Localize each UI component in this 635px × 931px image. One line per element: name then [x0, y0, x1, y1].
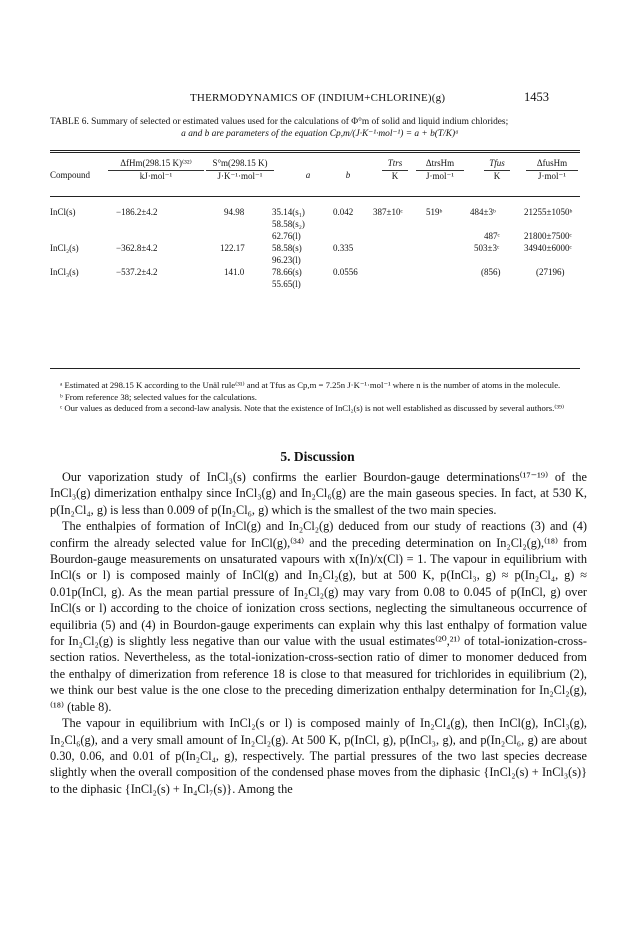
cell-compound: InCl(s) [50, 207, 76, 217]
paragraph: The enthalpies of formation of InCl(g) and In₂Cl₂(g) deduced from our study of reactions (3) and (4) confirm the already selected value for InCl(g),⁽³⁴⁾ and the preceding determination on In₂Cl₂(g),⁽¹⁸⁾ from Bourdon-gauge measurements on unsaturated vapours with x(In)/x(Cl) = 1. The vapour in equilibrium with InCl(s or l) is composed mainly of InCl(g) and In₂Cl₂(g), but at 500 K, p(InCl₃, g) ≈ p(In₂Cl₄, g) ≈ 0.01p(InCl, g). As the mean partial pressure of In₂Cl₂(g) may vary from 0.08 to 0.045 of p(InCl, g) over InCl(s or l) according to the choice of ionization cross sections, neglecting the simultaneous occurrence of equilibria (5) and (4) in Bourdon-gauge experiments can explain why this last enthalpy of formation value for In₂Cl₂(g) is slightly less negative than our value with the usual estimates⁽²⁰,²¹⁾ of total-ionization-cross-section ratios. Nevertheless, as the total-ionization-cross-section ratio of dimer to monomer deduced from the enthalpy of dimerization from reference 18 is close to that measured for trichlorides in equilibrium (2), we think our best value is the one close to the preceding dimerization enthalpy determination for In₂Cl₂(g),⁽¹⁸⁾ (table 8). [50, 519, 587, 714]
column-header-fus-enthalpy: ΔfusHm J·mol⁻¹ [526, 158, 578, 182]
column-header-entropy: S°m(298.15 K) J·K⁻¹·mol⁻¹ [206, 158, 274, 182]
cell-tfus: (856) [481, 267, 501, 277]
cell-a: 35.14(s₁) [272, 207, 305, 217]
table-caption-line-2: a and b are parameters of the equation Cp,m/(J·K⁻¹·mol⁻¹) = a + b(T/K)ᵃ [181, 129, 459, 139]
column-header-compound: Compound [50, 170, 91, 180]
column-header-tfus: Tfus K [484, 158, 510, 182]
cell-a: 62.76(l) [272, 231, 301, 241]
cell-fus-enthalpy: 21255±1050ᵇ [524, 207, 573, 217]
column-header-a: a [305, 170, 311, 180]
cell-b: 0.0556 [333, 267, 358, 277]
cell-a: 96.23(l) [272, 255, 301, 265]
cell-fus-enthalpy: (27196) [536, 267, 565, 277]
table-top-rule-double [50, 152, 580, 153]
cell-b: 0.335 [333, 243, 354, 253]
cell-entropy: 122.17 [220, 243, 245, 253]
running-title: THERMODYNAMICS OF (INDIUM+CHLORINE)(g) [190, 92, 446, 104]
cell-a: 58.58(s₂) [272, 219, 305, 229]
table-footnotes [50, 380, 585, 415]
column-header-ttrs: Ttrs K [382, 158, 408, 182]
table-caption [50, 116, 590, 140]
cell-fus-enthalpy: 21800±7500ᶜ [524, 231, 572, 241]
cell-trs-enthalpy: 519ᵇ [426, 207, 443, 217]
cell-tfus: 487ᶜ [484, 231, 500, 241]
cell-entropy: 141.0 [224, 267, 245, 277]
cell-formation-enthalpy: −362.8±4.2 [116, 243, 158, 253]
footnote-a: ᵃ Estimated at 298.15 K according to the Unäl rule⁽³¹⁾ and at Tfus as Cp,m = 7.25n J·K⁻¹·mol⁻¹ where n is the number of atoms in the molecule. [60, 380, 561, 390]
paragraph: The vapour in equilibrium with InCl₂(s or l) is composed mainly of In₂Cl₄(g), then InCl(g), InCl₃(g), In₂Cl₆(g), and a very small amount of In₂Cl₂(g). At 500 K, p(InCl, g), p(InCl₃, g), and p(In₂Cl₆, g) are about 0.30, 0.06, and 0.01 of p(In₂Cl₄, g), respectively. The partial pressures of the two last species decrease slightly when the overall composition of the condensed phase moves from the diphasic {InCl₂(s) + InCl₃(s)} to the diphasic {InCl₂(s) + In₄Cl₇(s)}. Among the [50, 716, 587, 796]
cell-a: 58.58(s) [272, 243, 302, 253]
table-header-rule [50, 196, 580, 197]
cell-ttrs: 387±10ᶜ [373, 207, 403, 217]
footnote-b: ᵇ From reference 38; selected values for the calculations. [60, 391, 257, 402]
cell-a: 55.65(l) [272, 279, 301, 289]
cell-fus-enthalpy: 34940±6000ᶜ [524, 243, 572, 253]
cell-formation-enthalpy: −186.2±4.2 [116, 207, 158, 217]
column-header-formation-enthalpy: ΔfHm(298.15 K)⁽³²⁾ kJ·mol⁻¹ [108, 158, 204, 182]
table-caption-line-1: TABLE 6. Summary of selected or estimated values used for the calculations of Φ°m of solid and liquid indium chlorides; [50, 117, 509, 127]
footnote-c: ᶜ Our values as deduced from a second-law analysis. Note that the existence of InCl₂(s) is not well established as discussed by several authors.⁽³⁹⁾ [60, 403, 565, 413]
column-header-trs-enthalpy: ΔtrsHm J·mol⁻¹ [416, 158, 464, 182]
cell-formation-enthalpy: −537.2±4.2 [116, 267, 158, 277]
cell-b: 0.042 [333, 207, 354, 217]
cell-compound: InCl₃(s) [50, 267, 79, 277]
paragraph: Our vaporization study of InCl₃(s) confirms the earlier Bourdon-gauge determinations⁽¹⁷⁻¹⁹⁾ of the InCl₃(g) dimerization enthalpy since InCl₃(g) and In₂Cl₆(g) are the main gaseous species. In fact, at 530 K, p(In₂Cl₄, g) is less than 0.009 of p(In₂Cl₆, g) which is the smallest of the two main species. [50, 470, 587, 517]
body-text [50, 469, 587, 797]
cell-tfus: 503±3ᶜ [474, 243, 500, 253]
table-top-rule [50, 150, 580, 151]
cell-entropy: 94.98 [224, 207, 245, 217]
cell-compound: InCl₂(s) [50, 243, 79, 253]
table-bottom-rule [50, 368, 580, 369]
section-title: 5. Discussion [280, 449, 355, 464]
page-number: 1453 [524, 90, 549, 104]
column-header-b: b [345, 170, 351, 180]
cell-a: 78.66(s) [272, 267, 302, 277]
cell-tfus: 484±3ᵇ [470, 207, 496, 217]
